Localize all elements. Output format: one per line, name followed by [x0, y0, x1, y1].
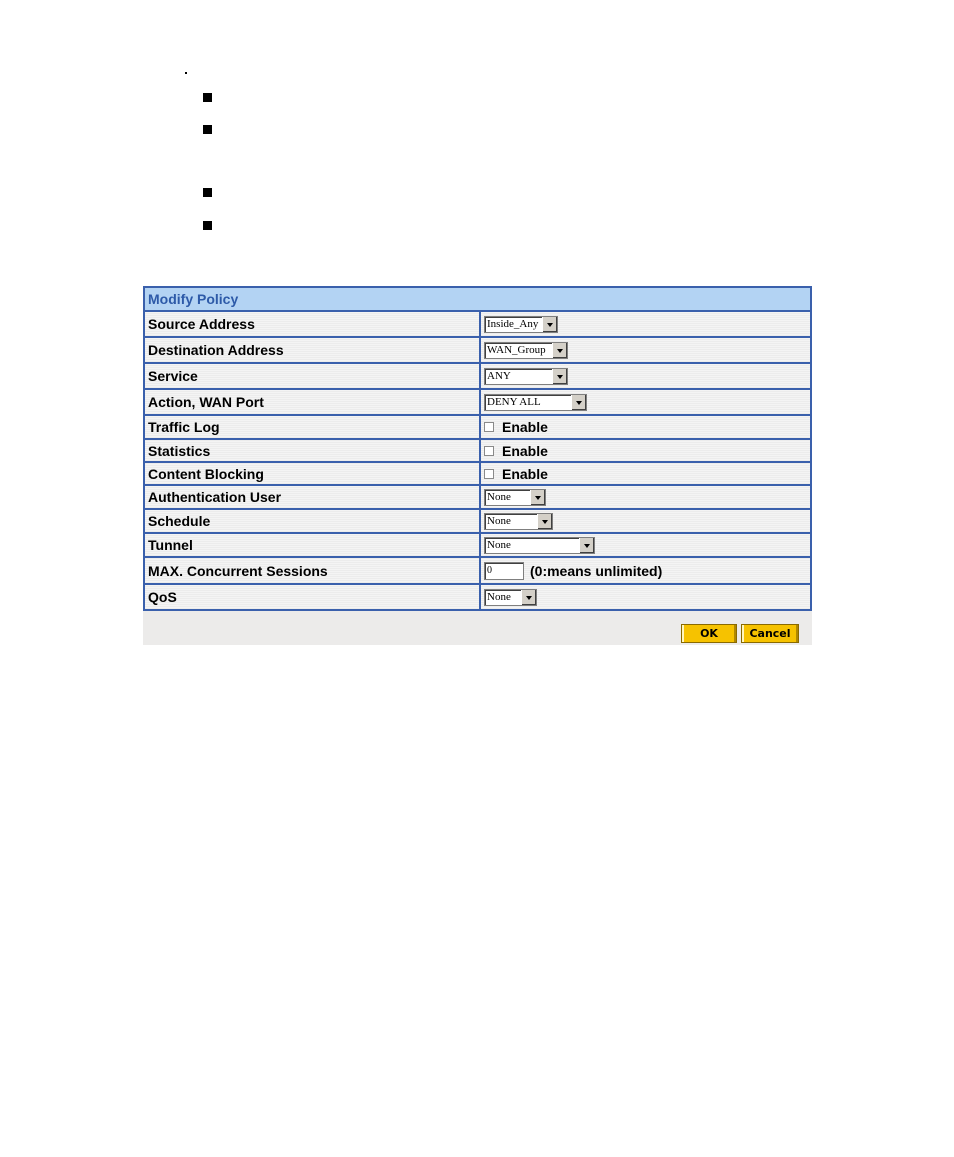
- chevron-down-icon: [552, 369, 567, 384]
- tunnel-row: [145, 534, 810, 558]
- statistics-label: Statistics: [145, 440, 481, 461]
- traffic-log-checkbox[interactable]: [484, 422, 494, 432]
- content-blocking-label: Content Blocking: [145, 463, 481, 484]
- chevron-down-icon: [542, 317, 557, 332]
- source-address-select[interactable]: Inside_Any: [484, 316, 558, 333]
- authentication-user-row: [145, 486, 810, 510]
- max-sessions-input[interactable]: 0: [484, 562, 524, 580]
- modify-policy-table: [143, 286, 812, 611]
- ok-button[interactable]: OK: [681, 624, 737, 643]
- service-row: [145, 364, 810, 390]
- modify-policy-panel: [143, 286, 812, 645]
- qos-row: [145, 585, 810, 609]
- square-bullet-icon: [203, 93, 212, 102]
- square-bullet-icon: [203, 221, 212, 230]
- source-address-label: Source Address: [145, 312, 481, 336]
- authentication-user-label: Authentication User: [145, 486, 481, 508]
- action-wan-port-label: Action, WAN Port: [145, 390, 481, 414]
- max-concurrent-sessions-label: MAX. Concurrent Sessions: [145, 558, 481, 583]
- chevron-down-icon: [579, 538, 594, 553]
- schedule-select[interactable]: None: [484, 513, 553, 530]
- max-sessions-hint: (0:means unlimited): [530, 562, 663, 579]
- tunnel-select[interactable]: None: [484, 537, 595, 554]
- chevron-down-icon: [537, 514, 552, 529]
- chevron-down-icon: [571, 395, 586, 410]
- traffic-log-label: Traffic Log: [145, 416, 481, 438]
- tunnel-label: Tunnel: [145, 534, 481, 556]
- statistics-enable-label: Enable: [502, 442, 548, 459]
- destination-address-label: Destination Address: [145, 338, 481, 362]
- chevron-down-icon: [521, 590, 536, 605]
- statistics-checkbox[interactable]: [484, 446, 494, 456]
- statistics-row: [145, 440, 810, 463]
- schedule-label: Schedule: [145, 510, 481, 532]
- action-wan-port-select[interactable]: DENY ALL: [484, 394, 587, 411]
- service-select[interactable]: ANY: [484, 368, 568, 385]
- square-bullet-icon: [203, 125, 212, 134]
- authentication-user-select[interactable]: None: [484, 489, 546, 506]
- action-wan-port-row: [145, 390, 810, 416]
- panel-title: Modify Policy: [145, 288, 810, 312]
- qos-select[interactable]: None: [484, 589, 537, 606]
- cancel-button[interactable]: Cancel: [741, 624, 799, 643]
- content-blocking-checkbox[interactable]: [484, 469, 494, 479]
- qos-label: QoS: [145, 585, 481, 609]
- content-blocking-row: [145, 463, 810, 486]
- square-bullet-icon: [203, 188, 212, 197]
- service-label: Service: [145, 364, 481, 388]
- traffic-log-enable-label: Enable: [502, 419, 548, 435]
- source-address-row: [145, 312, 810, 338]
- bullet-dot: [185, 72, 187, 74]
- max-concurrent-sessions-row: [145, 558, 810, 585]
- content-blocking-enable-label: Enable: [502, 465, 548, 482]
- destination-address-row: [145, 338, 810, 364]
- chevron-down-icon: [552, 343, 567, 358]
- traffic-log-row: [145, 416, 810, 440]
- destination-address-select[interactable]: WAN_Group: [484, 342, 568, 359]
- chevron-down-icon: [530, 490, 545, 505]
- schedule-row: [145, 510, 810, 534]
